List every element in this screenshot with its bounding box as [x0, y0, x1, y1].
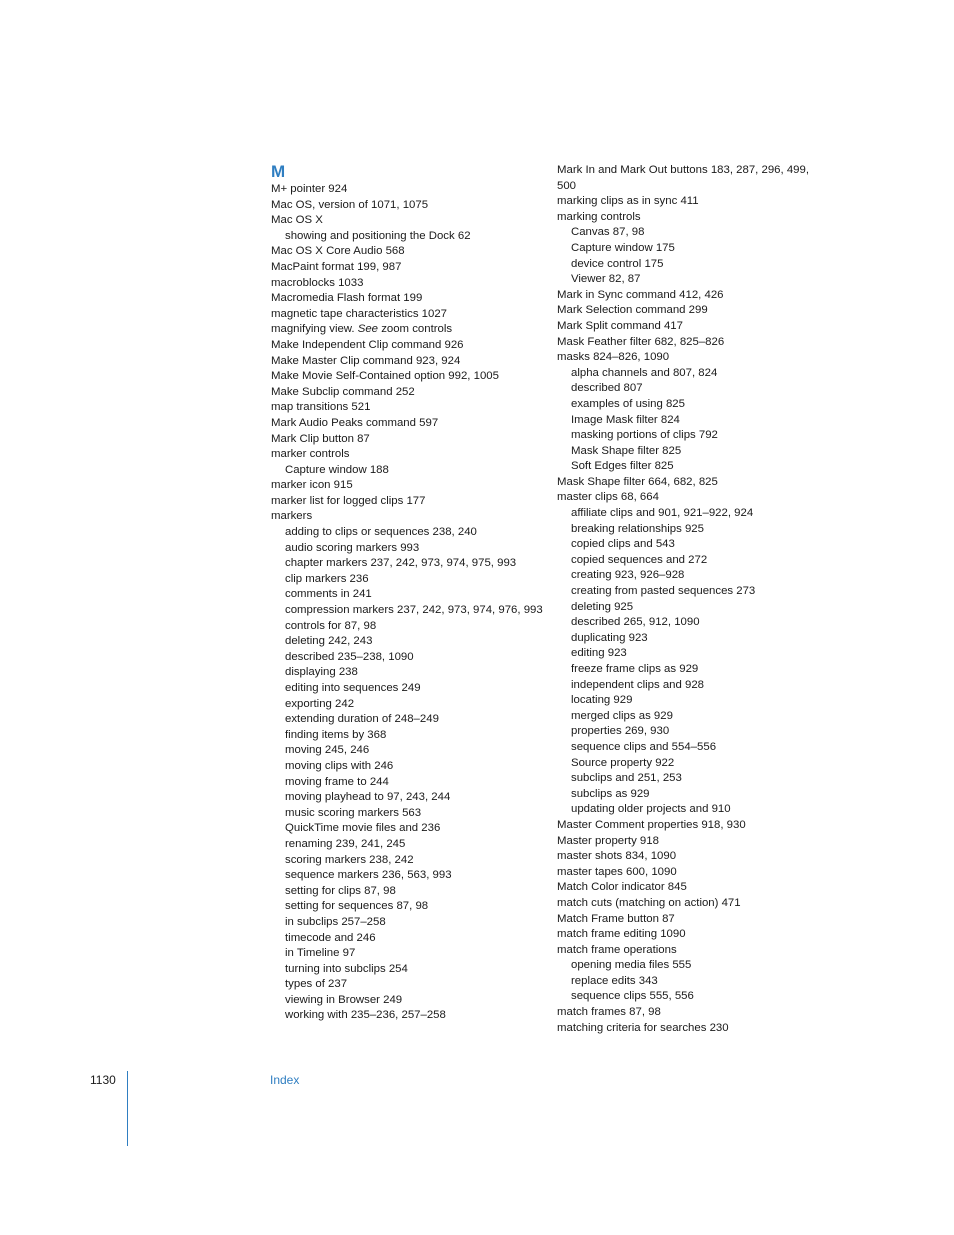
- index-subentry: [271, 587, 551, 603]
- entry-text: renaming 239, 241, 245: [285, 837, 406, 850]
- entry-text: setting for clips 87, 98: [285, 884, 396, 897]
- index-subentry: [271, 853, 551, 869]
- entry-text: copied clips and 543: [571, 538, 675, 551]
- entry-text: types of 237: [285, 978, 348, 991]
- index-subentry: [557, 413, 822, 429]
- index-subentry: [271, 572, 551, 588]
- entry-text: map transitions 521: [271, 401, 371, 414]
- entry-text: extending duration of 248–249: [285, 713, 439, 726]
- entry-text: Mac OS X Core Audio 568: [271, 245, 405, 258]
- index-subentry: [557, 241, 822, 257]
- index-subentry: [271, 697, 551, 713]
- entry-text: setting for sequences 87, 98: [285, 900, 429, 913]
- entry-text: sequence markers 236, 563, 993: [285, 869, 452, 882]
- index-subentry: [557, 272, 822, 288]
- index-entry: [557, 849, 822, 865]
- entry-text: moving playhead to 97, 243, 244: [285, 791, 451, 804]
- index-entry: [271, 354, 551, 370]
- index-subentry: [557, 459, 822, 475]
- entry-text: marker list for logged clips 177: [271, 494, 426, 507]
- entry-text: Viewer 82, 87: [571, 273, 641, 286]
- index-entry: [557, 818, 822, 834]
- index-entry: [271, 244, 551, 260]
- entry-text: exporting 242: [285, 697, 355, 710]
- entry-text: chapter markers 237, 242, 973, 974, 975, 993: [285, 557, 517, 570]
- entry-text: clip markers 236: [285, 572, 369, 585]
- index-subentry: [271, 541, 551, 557]
- entry-text: creating 923, 926–928: [571, 569, 685, 582]
- entry-text: Soft Edges filter 825: [571, 460, 674, 473]
- entry-text: creating from pasted sequences 273: [571, 585, 756, 598]
- entry-text: duplicating 923: [571, 631, 648, 644]
- index-subentry: [557, 506, 822, 522]
- index-subentry: [557, 787, 822, 803]
- index-subentry: [271, 728, 551, 744]
- entry-text: match frame editing 1090: [557, 928, 686, 941]
- entry-text: Capture window 175: [571, 241, 675, 254]
- entry-text: masks 824–826, 1090: [557, 351, 670, 364]
- index-subentry: [557, 522, 822, 538]
- index-entry: [271, 213, 551, 229]
- index-entry: [557, 319, 822, 335]
- index-subentry: [557, 225, 822, 241]
- index-entry: [557, 210, 822, 226]
- index-subentry: [271, 681, 551, 697]
- index-subentry: [271, 759, 551, 775]
- index-entry: [271, 198, 551, 214]
- index-entry: [557, 880, 822, 896]
- entry-text: marking controls: [557, 210, 641, 223]
- entry-text: master clips 68, 664: [557, 491, 659, 504]
- entry-text: in subclips 257–258: [285, 915, 386, 928]
- entry-text: sequence clips 555, 556: [571, 990, 694, 1003]
- index-entry: [557, 896, 822, 912]
- entry-text: described 265, 912, 1090: [571, 616, 700, 629]
- entry-text: Mark Split command 417: [557, 319, 683, 332]
- index-entry: [557, 350, 822, 366]
- index-subentry: [271, 868, 551, 884]
- entry-text: updating older projects and 910: [571, 803, 731, 816]
- entry-text: examples of using 825: [571, 397, 685, 410]
- entry-text: in Timeline 97: [285, 947, 356, 960]
- index-entry: [557, 912, 822, 928]
- entry-text: moving frame to 244: [285, 775, 389, 788]
- entry-text: Make Subclip command 252: [271, 385, 415, 398]
- entry-text: replace edits 343: [571, 974, 658, 987]
- index-entry: [271, 416, 551, 432]
- left-entries: [271, 182, 551, 1024]
- index-subentry: [557, 958, 822, 974]
- entry-text: device control 175: [571, 257, 664, 270]
- index-subentry: [271, 603, 551, 619]
- entry-text: Mask Shape filter 825: [571, 444, 682, 457]
- index-subentry: [271, 837, 551, 853]
- entry-text: master tapes 600, 1090: [557, 865, 677, 878]
- entry-text: QuickTime movie files and 236: [285, 822, 441, 835]
- index-entry: [557, 194, 822, 210]
- entry-text: timecode and 246: [285, 931, 376, 944]
- entry-text: Mask Feather filter 682, 825–826: [557, 335, 725, 348]
- entry-text: subclips as 929: [571, 787, 650, 800]
- entry-text: copied sequences and 272: [571, 553, 708, 566]
- entry-text: Mask Shape filter 664, 682, 825: [557, 475, 718, 488]
- entry-text: merged clips as 929: [571, 709, 673, 722]
- index-entry: [557, 335, 822, 351]
- entry-text: compression markers 237, 242, 973, 974, 976, 993: [285, 604, 543, 617]
- index-subentry: [557, 537, 822, 553]
- index-subentry: [557, 802, 822, 818]
- entry-text: MacPaint format 199, 987: [271, 260, 402, 273]
- index-subentry: [557, 662, 822, 678]
- entry-text: marking clips as in sync 411: [557, 195, 699, 208]
- index-entry: [557, 834, 822, 850]
- index-subentry: [271, 915, 551, 931]
- index-subentry: [271, 229, 551, 245]
- index-subentry: [557, 740, 822, 756]
- index-subentry: [557, 693, 822, 709]
- entry-text: Mark Selection command 299: [557, 304, 708, 317]
- entry-text: match frames 87, 98: [557, 1006, 661, 1019]
- entry-text: finding items by 368: [285, 728, 387, 741]
- entry-text: Make Master Clip command 923, 924: [271, 354, 461, 367]
- index-subentry: [271, 665, 551, 681]
- entry-text: adding to clips or sequences 238, 240: [285, 526, 477, 539]
- index-entry: [271, 447, 551, 463]
- index-column-right: [557, 163, 822, 1036]
- index-entry: [271, 478, 551, 494]
- index-subentry: [557, 397, 822, 413]
- index-subentry: [557, 553, 822, 569]
- entry-text: deleting 242, 243: [285, 635, 373, 648]
- index-subentry: [271, 993, 551, 1009]
- index-entry: [557, 288, 822, 304]
- entry-text: M+ pointer 924: [271, 183, 348, 195]
- entry-text: match frame operations: [557, 943, 677, 956]
- index-entry: [557, 1021, 822, 1037]
- index-entry: [557, 865, 822, 881]
- entry-text: Mark Clip button 87: [271, 432, 370, 445]
- entry-text: Mac OS X: [271, 214, 323, 227]
- entry-text: controls for 87, 98: [285, 619, 377, 632]
- index-entry: [557, 490, 822, 506]
- entry-text: affiliate clips and 901, 921–922, 924: [571, 507, 754, 520]
- index-subentry: [557, 709, 822, 725]
- index-subentry: [271, 650, 551, 666]
- entry-text: properties 269, 930: [571, 725, 670, 738]
- index-entry: [271, 509, 551, 525]
- index-subentry: [271, 743, 551, 759]
- index-subentry: [557, 989, 822, 1005]
- entry-text: Make Independent Clip command 926: [271, 338, 464, 351]
- index-entry: [557, 303, 822, 319]
- index-subentry: [557, 444, 822, 460]
- index-subentry: [271, 1008, 551, 1024]
- entry-text: Make Movie Self-Contained option 992, 1005: [271, 370, 499, 383]
- entry-text: Mark in Sync command 412, 426: [557, 288, 724, 301]
- index-entry: [271, 307, 551, 323]
- entry-text: Mark Audio Peaks command 597: [271, 416, 439, 429]
- index-subentry: [557, 381, 822, 397]
- index-subentry: [271, 946, 551, 962]
- index-subentry: [557, 584, 822, 600]
- see-target: zoom controls: [378, 323, 453, 336]
- index-subentry: [557, 257, 822, 273]
- entry-text: Mark In and Mark Out buttons 183, 287, 296, 499, 500: [557, 164, 810, 192]
- index-subentry: [557, 771, 822, 787]
- index-column-left: [271, 163, 551, 1024]
- index-subentry: [271, 463, 551, 479]
- entry-text: Macromedia Flash format 199: [271, 292, 423, 305]
- entry-text: Source property 922: [571, 756, 675, 769]
- entry-text: editing into sequences 249: [285, 682, 421, 694]
- entry-text: Match Frame button 87: [557, 912, 675, 925]
- entry-text: described 235–238, 1090: [285, 650, 414, 663]
- index-subentry: [557, 568, 822, 584]
- index-entry: [271, 369, 551, 385]
- entry-text: comments in 241: [285, 588, 372, 601]
- entry-text: working with 235–236, 257–258: [285, 1009, 446, 1022]
- entry-text: marker icon 915: [271, 479, 353, 492]
- index-entry: [271, 338, 551, 354]
- entry-text: match cuts (matching on action) 471: [557, 896, 741, 909]
- footer-divider: [127, 1071, 128, 1146]
- entry-text: independent clips and 928: [571, 678, 705, 691]
- entry-text: opening media files 555: [571, 959, 692, 972]
- section-name: Index: [270, 1073, 300, 1087]
- index-entry: [557, 1005, 822, 1021]
- section-letter: M: [271, 162, 286, 181]
- index-subentry: [271, 790, 551, 806]
- entry-text: subclips and 251, 253: [571, 772, 682, 785]
- entry-text: Master Comment properties 918, 930: [557, 818, 746, 831]
- see-reference: See: [357, 323, 379, 336]
- entry-text: Master property 918: [557, 834, 659, 847]
- index-subentry: [271, 962, 551, 978]
- index-subentry: [557, 366, 822, 382]
- entry-text: Mac OS, version of 1071, 1075: [271, 198, 429, 211]
- entry-text: deleting 925: [571, 600, 634, 613]
- index-subentry: [557, 724, 822, 740]
- index-entry: [271, 432, 551, 448]
- entry-text: music scoring markers 563: [285, 806, 422, 819]
- entry-text: Image Mask filter 824: [571, 413, 680, 426]
- index-subentry: [557, 678, 822, 694]
- entry-text: magnetic tape characteristics 1027: [271, 307, 448, 320]
- index-subentry: [271, 884, 551, 900]
- entry-text: moving 245, 246: [285, 744, 370, 757]
- index-subentry: [557, 646, 822, 662]
- entry-text: showing and positioning the Dock 62: [285, 229, 471, 242]
- entry-text: scoring markers 238, 242: [285, 853, 414, 866]
- entry-text: viewing in Browser 249: [285, 993, 403, 1006]
- entry-text: sequence clips and 554–556: [571, 740, 717, 753]
- entry-text: master shots 834, 1090: [557, 850, 677, 863]
- index-subentry: [271, 525, 551, 541]
- entry-text: displaying 238: [285, 666, 358, 679]
- index-subentry: [271, 712, 551, 728]
- index-subentry: [271, 899, 551, 915]
- index-subentry: [557, 974, 822, 990]
- entry-text: Capture window 188: [285, 463, 389, 476]
- index-subentry: [557, 600, 822, 616]
- entry-text: described 807: [571, 382, 643, 395]
- index-subentry: [557, 631, 822, 647]
- index-entry: [557, 475, 822, 491]
- index-subentry: [557, 756, 822, 772]
- index-entry: [271, 260, 551, 276]
- entry-text: Canvas 87, 98: [571, 226, 645, 239]
- index-subentry: [557, 428, 822, 444]
- index-entry: [557, 163, 822, 194]
- entry-text: locating 929: [571, 694, 633, 707]
- index-subentry: [271, 634, 551, 650]
- entry-text: magnifying view.: [271, 323, 358, 336]
- index-entry: [271, 385, 551, 401]
- index-subentry: [557, 615, 822, 631]
- index-entry: [271, 494, 551, 510]
- entry-text: masking portions of clips 792: [571, 429, 718, 442]
- index-entry: [271, 182, 551, 198]
- entry-text: moving clips with 246: [285, 759, 394, 772]
- entry-text: markers: [271, 510, 313, 523]
- index-subentry: [271, 556, 551, 572]
- entry-text: editing 923: [571, 647, 627, 660]
- page-number: 1130: [90, 1073, 116, 1087]
- index-entry: [557, 927, 822, 943]
- index-subentry: [271, 619, 551, 635]
- entry-text: Match Color indicator 845: [557, 881, 687, 894]
- index-entry: [557, 943, 822, 959]
- entry-text: matching criteria for searches 230: [557, 1021, 729, 1034]
- entry-text: turning into subclips 254: [285, 962, 408, 975]
- entry-text: breaking relationships 925: [571, 522, 704, 535]
- entry-text: freeze frame clips as 929: [571, 663, 699, 675]
- index-subentry: [271, 806, 551, 822]
- index-subentry: [271, 931, 551, 947]
- entry-text: audio scoring markers 993: [285, 541, 420, 554]
- entry-text: marker controls: [271, 448, 350, 461]
- index-entry: [271, 291, 551, 307]
- entry-text: alpha channels and 807, 824: [571, 366, 718, 379]
- index-entry: [271, 400, 551, 416]
- right-entries: [557, 163, 822, 1036]
- index-subentry: [271, 775, 551, 791]
- index-subentry: [271, 821, 551, 837]
- index-subentry: [271, 977, 551, 993]
- entry-text: macroblocks 1033: [271, 276, 364, 289]
- index-entry: [271, 322, 551, 338]
- index-entry: [271, 276, 551, 292]
